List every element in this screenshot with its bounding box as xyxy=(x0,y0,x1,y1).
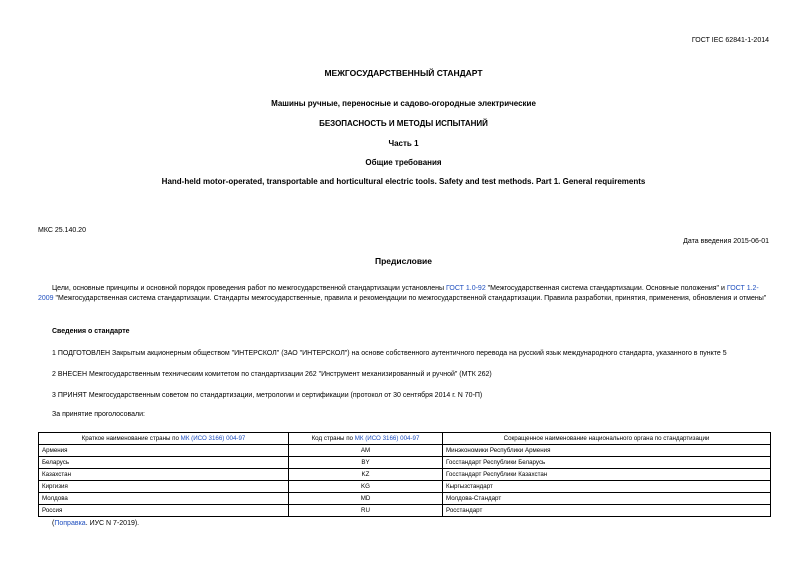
part-title: Общие требования xyxy=(365,158,442,167)
preface-text: Цели, основные принципы и основной порядок проведения работ по межгосударственной стандартизации установлены xyxy=(52,285,446,292)
standard-type-heading: МЕЖГОСУДАРСТВЕННЫЙ СТАНДАРТ xyxy=(324,68,483,78)
item-introduced: 2 ВНЕСЕН Межгосударственным техническим комитетом по стандартизации 262 "Инструмент механизированный и ручной" (МТК 262) xyxy=(52,371,492,378)
code-cell: KZ xyxy=(289,469,443,481)
code-cell: MD xyxy=(289,493,443,505)
mk-iso-3166-link[interactable]: МК (ИСО 3166) 004-97 xyxy=(354,435,420,442)
country-cell: Казахстан xyxy=(39,469,289,481)
body-cell: Росстандарт xyxy=(443,505,771,517)
preface-text: "Межгосударственная система стандартизации. Стандарты межгосударственные, правила и рекомендации по межгосударственной стандартизации. Правила разработки, принятия, применения, обновления и отмены" xyxy=(53,294,767,302)
code-cell: KG xyxy=(289,481,443,493)
column-header-country xyxy=(39,433,289,445)
code-cell: BY xyxy=(289,457,443,469)
body-cell: Кыргызстандарт xyxy=(443,481,771,493)
table-header-row xyxy=(39,433,771,445)
table-row xyxy=(39,481,771,493)
gost-1-0-92-link[interactable]: ГОСТ 1.0-92 xyxy=(445,285,486,292)
body-cell: Госстандарт Республики Беларусь xyxy=(443,457,771,469)
item-prepared: 1 ПОДГОТОВЛЕН Закрытым акционерным обществом "ИНТЕРСКОЛ" (ЗАО "ИНТЕРСКОЛ") на основе собственного аутентичного перевода на русский язык международного стандарта, указанного в пункте 5 xyxy=(52,350,727,357)
body-cell: Госстандарт Республики Казахстан xyxy=(443,469,771,481)
table-row xyxy=(39,457,771,469)
table-row xyxy=(39,493,771,505)
column-header-body: Сокращенное наименование национального органа по стандартизации xyxy=(443,433,771,445)
header-text: Код страны по xyxy=(311,435,355,442)
mk-iso-3166-link[interactable]: МК (ИСО 3166) 004-97 xyxy=(180,435,246,442)
country-cell: Армения xyxy=(39,445,289,457)
part-number: Часть 1 xyxy=(388,139,419,148)
body-cell: Минэкономики Республики Армения xyxy=(443,445,771,457)
preface-text: "Межгосударственная система стандартизации. Основные положения" и xyxy=(485,285,727,292)
standard-info-heading: Сведения о стандарте xyxy=(52,328,130,335)
country-cell: Россия xyxy=(39,505,289,517)
gost-1-2-2009-link[interactable]: ГОСТ 1.2-2009 xyxy=(38,285,759,302)
body-cell: Молдова-Стандарт xyxy=(443,493,771,505)
amendment-note xyxy=(52,519,139,529)
country-cell: Киргизия xyxy=(39,481,289,493)
introduction-date: Дата введения 2015-06-01 xyxy=(683,238,769,245)
preface-paragraph xyxy=(38,284,771,304)
item-adopted: 3 ПРИНЯТ Межгосударственным советом по стандартизации, метрологии и сертификации (протокол от 30 сентября 2014 г. N 70-П) xyxy=(52,392,483,399)
document-id: ГОСТ IEC 62841-1-2014 xyxy=(691,37,769,44)
country-cell: Беларусь xyxy=(39,457,289,469)
table-row xyxy=(39,445,771,457)
amendment-link[interactable]: Поправка xyxy=(54,520,86,527)
code-cell: AM xyxy=(289,445,443,457)
amendment-text: . ИУС N 7-2019). xyxy=(85,520,140,527)
mks-code: МКС 25.140.20 xyxy=(38,227,86,234)
table-row xyxy=(39,469,771,481)
english-title: Hand-held motor-operated, transportable and horticultural electric tools. Safety and test methods. Part 1. General requirements xyxy=(161,177,646,186)
code-cell: RU xyxy=(289,505,443,517)
country-cell: Молдова xyxy=(39,493,289,505)
column-header-code xyxy=(289,433,443,445)
preface-heading: Предисловие xyxy=(374,256,433,266)
table-row xyxy=(39,505,771,517)
voted-label: За принятие проголосовали: xyxy=(52,411,145,418)
amendment-text: ( xyxy=(52,520,55,527)
document-scope: БЕЗОПАСНОСТЬ И МЕТОДЫ ИСПЫТАНИЙ xyxy=(319,119,488,128)
header-text: Краткое наименование страны по xyxy=(81,435,181,442)
voting-countries-table xyxy=(38,432,771,517)
document-subject: Машины ручные, переносные и садово-огородные электрические xyxy=(271,99,536,108)
